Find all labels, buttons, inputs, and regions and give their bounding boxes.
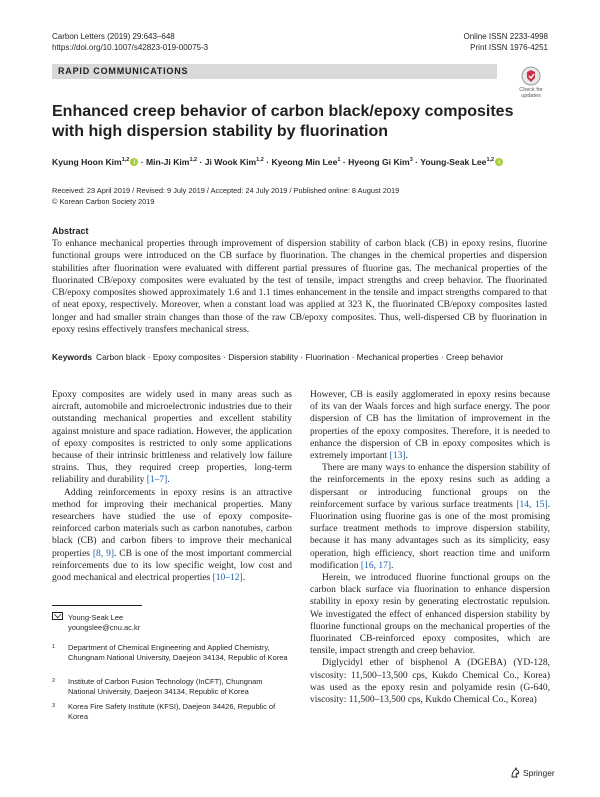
body-paragraph: Herein, we introduced fluorine functional groups on the carbon black surface via fluorination to enhance dispersion stability in epoxy resin by generating electrostatic repulsion. We investigated the effect of enhanced dispersion stability by fluorine functional groups on the mechanical properties of the fluorinated CB-reinforced epoxy composites, which are tensile, impact strength and creep behavior.	[310, 573, 550, 657]
springer-horse-icon	[510, 767, 521, 778]
affiliation	[52, 643, 292, 663]
online-issn: Online ISSN 2233-4998	[463, 32, 548, 41]
body-text: Adding reinforcements in epoxy resins is an attractive method for improving their mechanical properties. Many researchers have studied the use of epoxy composite-reinforced carbon materials such as carbon nanotubes, carbon black (CB) and carbon fibers to improve their mechanical properties	[52, 487, 292, 559]
citation-link[interactable]: [16, 17]	[360, 560, 391, 571]
affiliation-text: Department of Chemical Engineering and Applied Chemistry, Chungnam National University, Daejeon 34134, Republic of Korea	[68, 643, 288, 662]
body-column-right	[310, 389, 550, 706]
author-affiliation-sup: 1	[337, 157, 341, 163]
citation-link[interactable]: [13]	[389, 451, 406, 462]
affiliation-number: 3	[52, 703, 56, 709]
author-affiliation-sup: 3	[409, 157, 413, 163]
body-paragraph	[310, 389, 550, 462]
abstract-text: To enhance mechanical properties through improvement of dispersion stability of carbon black (CB) in epoxy resins, fluorine functional groups were introduced on the CB surface by fluorination. The changes in the chemical properties and dispersion stabilities after fluorination were evaluated with different partial pressures of fluorine gas. The mechanical properties of the fluorinated CB/epoxy composites were evaluated by the test of tensile, impact strengths and creep behavior. The fluorinated CB/epoxy composites showed approximately 1.6 and 1.1 times enhancement in the tensile and impact strengths compared to that of neat epoxy, respectively. Moreover, when a constant load was applied at 323 K, the fluorinated CB/epoxy composites lasted longer and had smaller strain changes than those of the raw CB/epoxy composites. Thus, well-dispersed CB by fluorination in epoxy resins effectively transfers mechanical stress.	[52, 239, 547, 336]
body-text: Epoxy composites are widely used in many areas such as aircraft, automobile and microelectronic industries due to their outstanding mechanical properties and excellent stability against moisture and space radiation. However, the application of epoxy composites is restricted to only some applications because of their intrinsic brittleness and relatively low failure strains. Thus, they required creep properties, long-term reliability and durability	[52, 390, 292, 486]
running-header-right	[464, 31, 549, 53]
body-paragraph	[52, 389, 292, 487]
body-text: .	[167, 475, 170, 486]
article-title: Enhanced creep behavior of carbon black/epoxy composites with high dispersion stability by fluorination	[52, 103, 514, 140]
footnote-divider	[52, 605, 142, 606]
body-text: . Fluorination using fluorine gas is one of the most promising surface treatment methods to improve dispersion stability, because it has many advantages such as its simplicity, easy operation, high efficiency, short reaction time and uniform modification	[310, 499, 550, 571]
citation-link[interactable]: [10–12]	[212, 573, 243, 584]
keywords-list: Carbon black · Epoxy composites · Dispersion stability · Fluorination · Mechanical properties · Creep behavior	[96, 352, 504, 362]
author-name: Ji Wook Kim	[204, 156, 257, 167]
author[interactable]	[348, 157, 413, 167]
section-label: RAPID COMMUNICATIONS	[58, 66, 189, 76]
author[interactable]	[420, 157, 503, 167]
author-name: Kyung Hoon Kim	[52, 156, 122, 167]
affiliation-number: 2	[52, 678, 56, 684]
running-header-left	[52, 31, 208, 53]
corresponding-name: Young-Seak Lee	[68, 613, 124, 622]
citation-link[interactable]: [14, 15]	[516, 499, 548, 510]
publisher-logo	[510, 767, 555, 778]
author-affiliation-sup: 1,2	[189, 157, 198, 163]
affiliation-text: Institute of Carbon Fusion Technology (InCFT), Chungnam National University, Daejeon 34134, Republic of Korea	[68, 677, 263, 696]
body-text: .	[405, 451, 408, 462]
author-name: Hyeong Gi Kim	[348, 156, 410, 167]
author[interactable]	[52, 157, 138, 167]
history-dates: Received: 23 April 2019 / Revised: 9 July 2019 / Accepted: 24 July 2019 / Published online: 8 August 2019	[52, 186, 400, 195]
author-name: Kyeong Min Lee	[271, 156, 338, 167]
keywords	[52, 352, 552, 363]
citation-link[interactable]: [1–7]	[146, 475, 168, 486]
author-affiliation-sup: 1,2	[486, 157, 495, 163]
body-text: There are many ways to enhance the dispersion stability of the reinforcements in the epoxy resins such as adding a dispersant or introducing functional groups on the reinforcement surface by various surface treatments	[310, 463, 550, 510]
body-paragraph	[310, 462, 550, 572]
author[interactable]	[146, 157, 197, 167]
author-name: Young-Seak Lee	[420, 156, 487, 167]
body-text: .	[391, 560, 394, 571]
author-affiliation-sup: 1,2	[256, 157, 264, 163]
article-history	[52, 186, 399, 207]
body-paragraph: Diglycidyl ether of bisphenol A (DGEBA) (YD-128, viscosity: 11,500–13,500 cps, Kukdo Chemical Co., Korea) was used as the epoxy resin and polyamide resin (G-640, viscosity: 11,500–13,500 cps, Kukdo Chemical Co., Korea)	[310, 658, 550, 706]
check-updates-icon	[521, 66, 541, 86]
body-column-left	[52, 389, 292, 584]
author-list: Kyung Hoon Kim$^{1,2}$i · Min-Ji Kim$^{1,2}$ · Ji Wook Kim$^{1,2}$ · Kyeong Min Lee$^1$ · Hyeong Gi Kim$^3$ · Young-Seak Lee$^{1,2}$i	[52, 154, 572, 168]
author-name: Min-Ji Kim	[146, 156, 190, 167]
affiliation-number: 1	[52, 644, 56, 650]
affiliation	[52, 702, 292, 722]
check-updates-line1: Check for	[519, 87, 543, 93]
affiliation-text: Korea Fire Safety Institute (KFSI), Daejeon 34426, Republic of Korea	[68, 702, 276, 721]
envelope-icon	[52, 612, 63, 620]
body-text: . CB is one of the most important commercial reinforcements due to its low specific weight, low cost and good mechanical and electrical properties	[52, 548, 293, 584]
keywords-label: Keywords	[52, 352, 93, 362]
affiliation	[52, 677, 292, 697]
corresponding-author	[52, 612, 140, 633]
citation-link[interactable]: [8, 9]	[92, 548, 114, 559]
abstract-heading: Abstract	[52, 226, 89, 236]
doi-link[interactable]: https://doi.org/10.1007/s42823-019-00075-3	[52, 43, 209, 52]
section-band	[52, 64, 497, 79]
orcid-icon[interactable]	[495, 158, 503, 166]
author-affiliation-sup: 1,2	[121, 157, 130, 163]
body-text: .	[242, 573, 246, 584]
check-for-updates-badge[interactable]	[513, 66, 549, 100]
author[interactable]	[271, 157, 340, 167]
corresponding-email[interactable]: youngslee@cnu.ac.kr	[68, 623, 141, 632]
author[interactable]	[205, 157, 264, 167]
check-updates-line2: updates	[521, 93, 541, 99]
copyright: © Korean Carbon Society 2019	[52, 196, 155, 206]
orcid-icon[interactable]	[130, 158, 138, 166]
journal-citation: Carbon Letters (2019) 29:643–648	[52, 32, 175, 41]
body-text: However, CB is easily agglomerated in epoxy resins because of its van der Waals forces and high surface energy. The poor dispersion of CB has the limitation of improvement in the properties of the epoxy composites. Therefore, it is needed to enhance the dispersion of CB in epoxy composites which is extremely important	[310, 390, 550, 462]
publisher-name: Springer	[523, 768, 555, 778]
body-paragraph	[52, 487, 292, 585]
print-issn: Print ISSN 1976-4251	[470, 43, 548, 52]
